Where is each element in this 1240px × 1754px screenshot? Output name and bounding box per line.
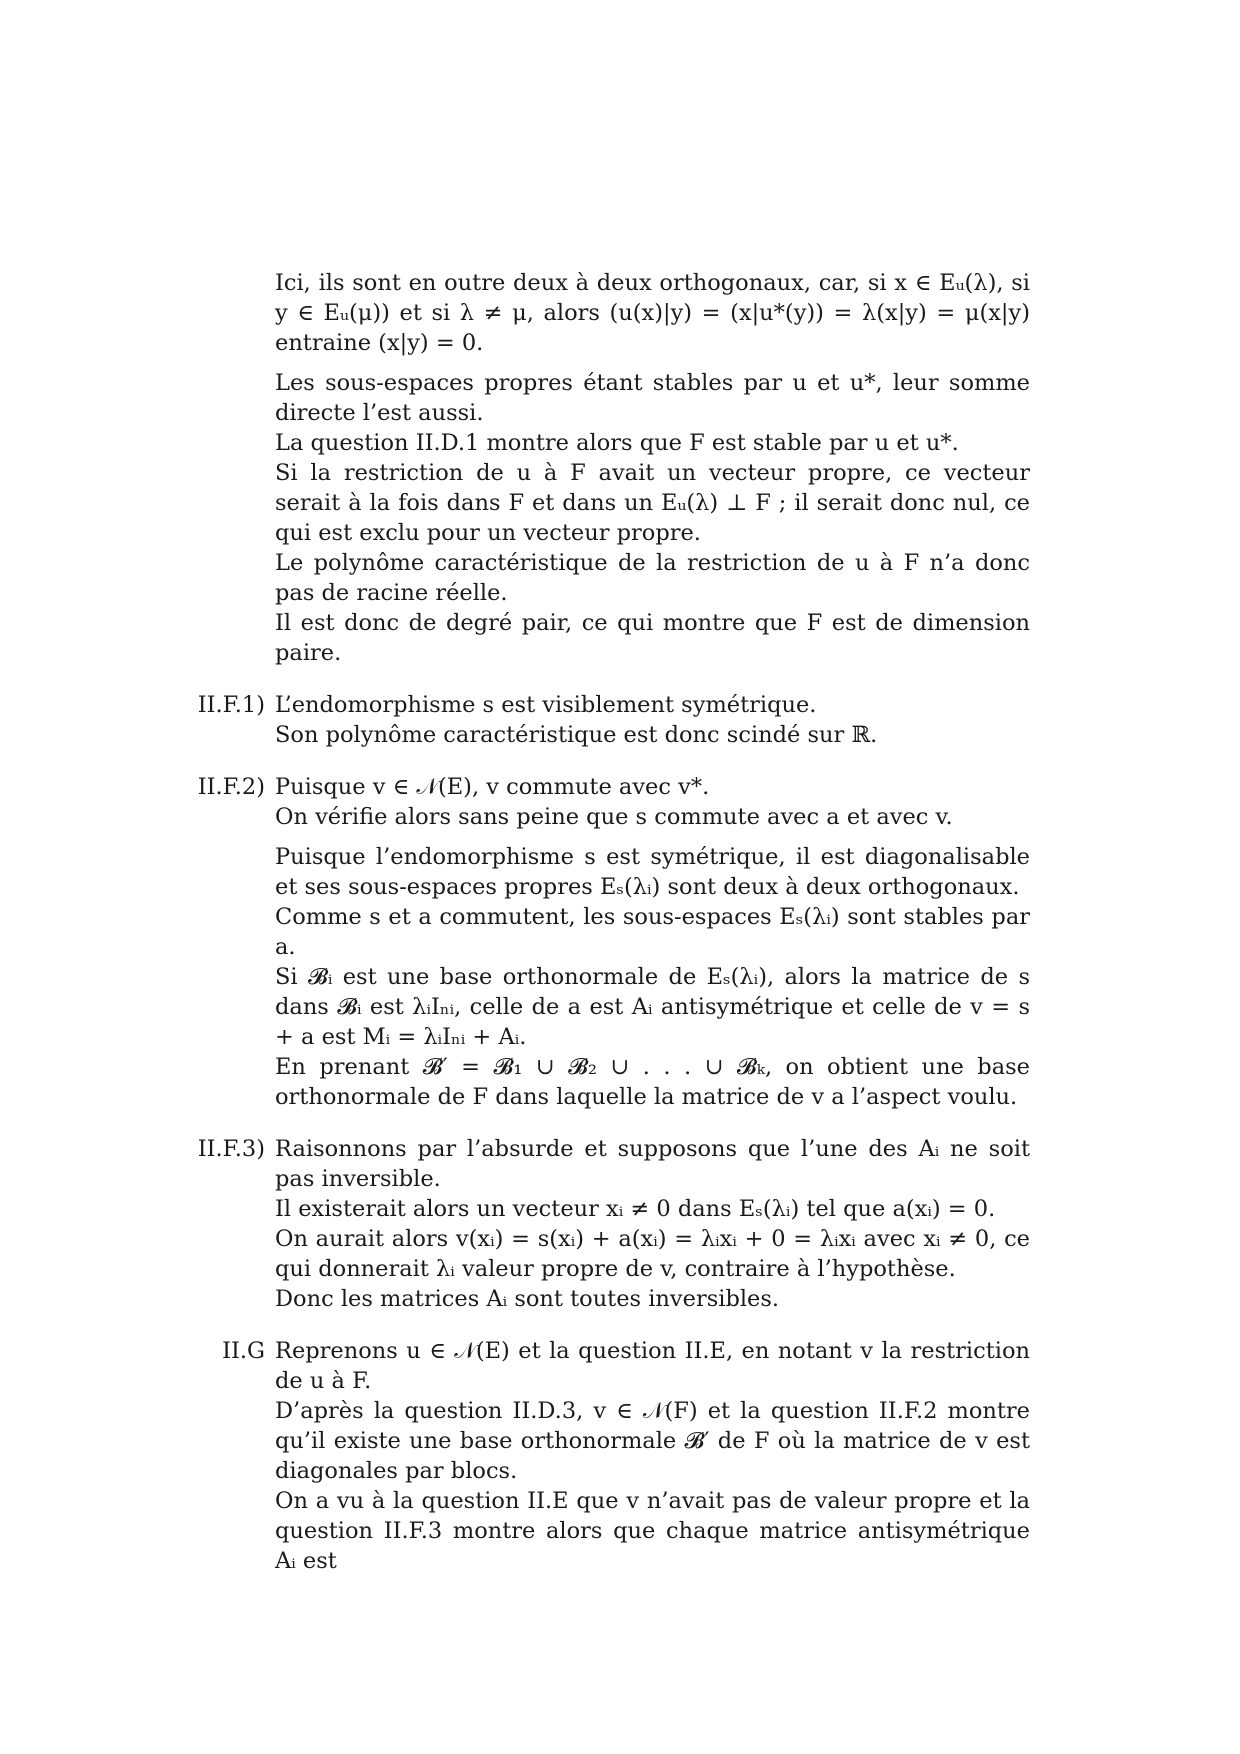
section-II-F-1 xyxy=(195,690,1030,750)
section-II-F-3 xyxy=(195,1134,1030,1314)
section-line: Raisonnons par l’absurde et supposons que l’une des Aᵢ ne soit pas inversible. xyxy=(275,1136,1030,1192)
section-line: Comme s et a commutent, les sous-espaces Eₛ(λᵢ) sont stables par a. xyxy=(275,904,1030,960)
intro-body xyxy=(275,268,1030,668)
section-body xyxy=(275,772,1030,1112)
section-line: En prenant 𝓑′ = 𝓑₁ ∪ 𝓑₂ ∪ . . . ∪ 𝓑ₖ, on obtient une base orthonormale de F dans laquelle la matrice de v a l’aspect voulu. xyxy=(275,1054,1030,1110)
section-line: On a vu à la question II.E que v n’avait pas de valeur propre et la question II.F.3 montre alors que chaque matrice antisymétrique Aᵢ est xyxy=(275,1488,1030,1574)
intro-line: Le polynôme caractéristique de la restriction de u à F n’a donc pas de racine réelle. xyxy=(275,550,1030,606)
document-page xyxy=(195,268,1030,1576)
section-line: D’après la question II.D.3, v ∈ 𝒩(F) et la question II.F.2 montre qu’il existe une base orthonormale 𝓑′ de F où la matrice de v est diagonales par blocs. xyxy=(275,1398,1030,1484)
section-II-F-2 xyxy=(195,772,1030,1112)
section-body xyxy=(275,690,1030,750)
intro-line: Si la restriction de u à F avait un vecteur propre, ce vecteur serait à la fois dans F et dans un Eᵤ(λ) ⊥ F ; il serait donc nul, ce qui est exclu pour un vecteur propre. xyxy=(275,460,1030,546)
intro-line: Il est donc de degré pair, ce qui montre que F est de dimension paire. xyxy=(275,610,1030,666)
intro-paragraph-1: Ici, ils sont en outre deux à deux orthogonaux, car, si x ∈ Eᵤ(λ), si y ∈ Eᵤ(μ)) et si λ ≠ μ, alors (u(x)|y) = (x|u*(y)) = λ(x|y) = μ(x|y) entraine (x|y) = 0. xyxy=(275,270,1030,356)
section-label: II.F.1) xyxy=(197,692,265,718)
section-label: II.G xyxy=(222,1338,265,1364)
section-line: Il existerait alors un vecteur xᵢ ≠ 0 dans Eₛ(λᵢ) tel que a(xᵢ) = 0. xyxy=(275,1196,996,1222)
section-body xyxy=(275,1134,1030,1314)
section-line: Puisque l’endomorphisme s est symétrique, il est diagonalisable et ses sous-espaces propres Eₛ(λᵢ) sont deux à deux orthogonaux. xyxy=(275,844,1030,900)
intro-paragraph-2 xyxy=(275,368,1030,668)
section-line: Son polynôme caractéristique est donc scindé sur ℝ. xyxy=(275,722,878,748)
intro-section xyxy=(195,268,1030,668)
section-paragraph xyxy=(275,842,1030,1112)
section-line: Puisque v ∈ 𝒩(E), v commute avec v*. xyxy=(275,774,710,800)
section-label: II.F.2) xyxy=(197,774,265,800)
section-line: On vérifie alors sans peine que s commute avec a et avec v. xyxy=(275,804,953,830)
intro-line: Les sous-espaces propres étant stables par u et u*, leur somme directe l’est aussi. xyxy=(275,370,1030,426)
section-line: Si 𝓑ᵢ est une base orthonormale de Eₛ(λᵢ), alors la matrice de s dans 𝓑ᵢ est λᵢIₙᵢ, celle de a est Aᵢ antisymétrique et celle de v = s + a est Mᵢ = λᵢIₙᵢ + Aᵢ. xyxy=(275,964,1030,1050)
section-line: Reprenons u ∈ 𝒩(E) et la question II.E, en notant v la restriction de u à F. xyxy=(275,1338,1030,1394)
section-body xyxy=(275,1336,1030,1576)
section-line: L’endomorphisme s est visiblement symétrique. xyxy=(275,692,817,718)
section-II-G xyxy=(195,1336,1030,1576)
section-label: II.F.3) xyxy=(197,1136,265,1162)
section-line: On aurait alors v(xᵢ) = s(xᵢ) + a(xᵢ) = λᵢxᵢ + 0 = λᵢxᵢ avec xᵢ ≠ 0, ce qui donnerait λᵢ valeur propre de v, contraire à l’hypothèse. xyxy=(275,1226,1030,1282)
section-line: Donc les matrices Aᵢ sont toutes inversibles. xyxy=(275,1286,780,1312)
intro-line: La question II.D.1 montre alors que F est stable par u et u*. xyxy=(275,430,959,456)
